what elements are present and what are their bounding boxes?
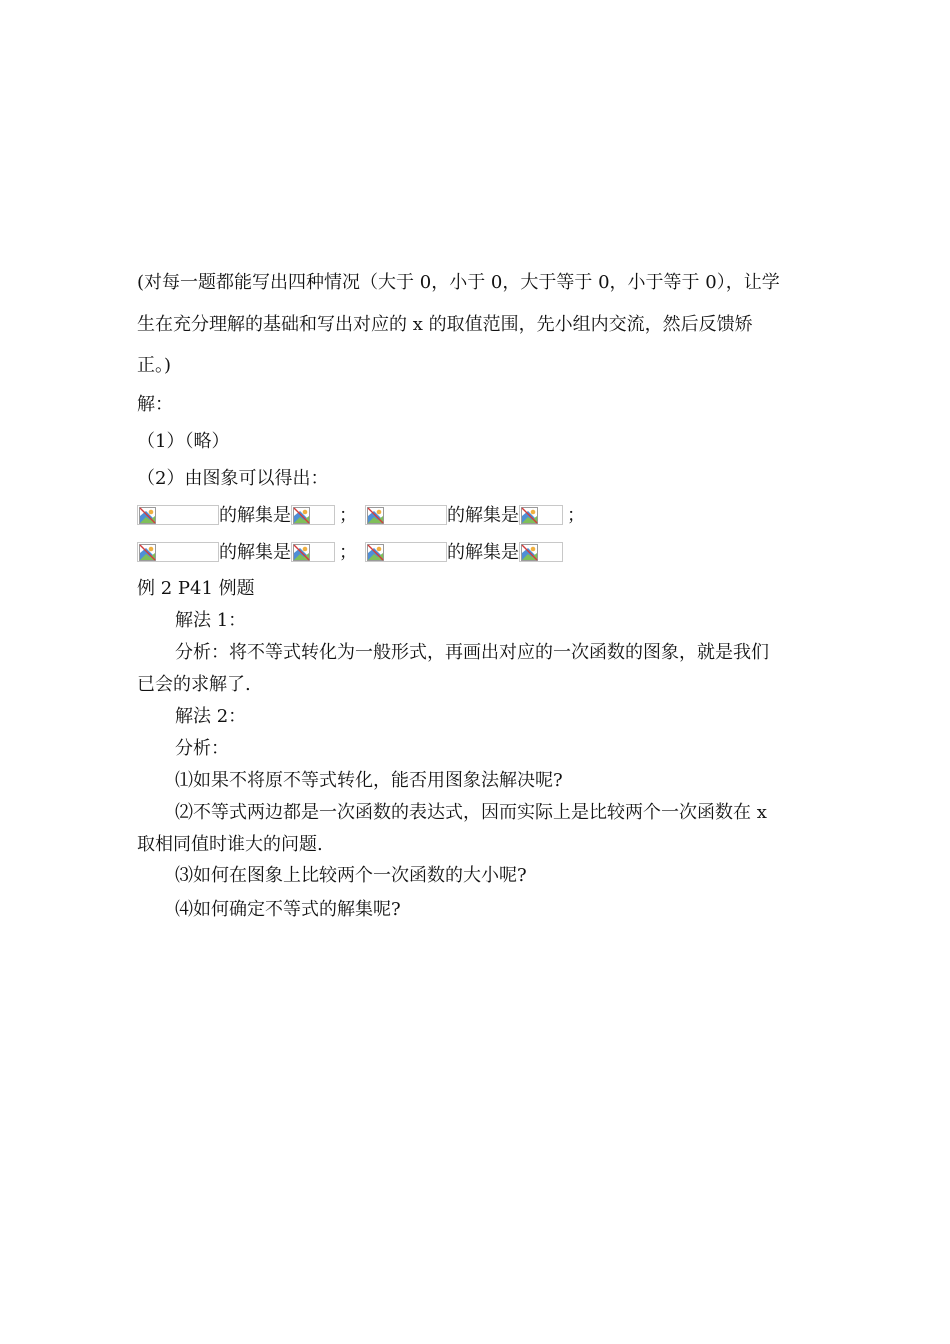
inequality-image — [137, 505, 219, 525]
broken-image-icon — [293, 544, 311, 562]
analysis-1-line-1: 分析：将不等式转化为一般形式，再画出对应的一次函数的图象，就是我们 — [175, 642, 769, 663]
solution-set-image — [519, 505, 563, 525]
broken-image-icon — [293, 507, 311, 525]
inequality-image — [365, 505, 447, 525]
solution-set-label: 的解集是 — [447, 505, 519, 526]
solution-heading: 解： — [137, 394, 173, 415]
broken-image-icon — [521, 507, 539, 525]
broken-image-icon — [367, 544, 385, 562]
broken-image-icon — [521, 544, 539, 562]
solution-set-row-2 — [137, 541, 563, 565]
broken-image-icon — [139, 507, 157, 525]
analysis-1-line-2: 已会的求解了. — [137, 674, 251, 695]
solution-set-image — [291, 505, 335, 525]
question-1: ⑴如果不将原不等式转化，能否用图象法解决呢? — [175, 770, 563, 791]
analysis-2-heading: 分析： — [175, 738, 229, 759]
solution-set-label: 的解集是 — [219, 505, 291, 526]
separator: ； — [567, 505, 585, 526]
question-2-line-2: 取相同值时谁大的问题. — [137, 834, 323, 855]
solution-item-2: （2）由图象可以得出： — [137, 468, 329, 489]
broken-image-icon — [139, 544, 157, 562]
example-2-title: 例 2 P41 例题 — [137, 578, 255, 599]
separator: ； — [339, 505, 357, 526]
question-3: ⑶如何在图象上比较两个一次函数的大小呢? — [175, 865, 527, 886]
method-2-heading: 解法 2： — [175, 706, 247, 727]
method-1-heading: 解法 1： — [175, 610, 247, 631]
solution-item-1: （1）（略） — [137, 431, 230, 452]
question-2-line-1: ⑵不等式两边都是一次函数的表达式，因而实际上是比较两个一次函数在 x — [175, 802, 767, 823]
solution-set-label: 的解集是 — [219, 542, 291, 563]
inequality-image — [365, 542, 447, 562]
paragraph-line-3: 正。) — [137, 355, 172, 376]
solution-set-image — [519, 542, 563, 562]
solution-set-label: 的解集是 — [447, 542, 519, 563]
broken-image-icon — [367, 507, 385, 525]
paragraph-line-2: 生在充分理解的基础和写出对应的 x 的取值范围，先小组内交流，然后反馈矫 — [137, 314, 753, 335]
separator: ； — [339, 542, 357, 563]
question-4: ⑷如何确定不等式的解集呢? — [175, 899, 401, 920]
solution-set-row-1 — [137, 504, 593, 528]
inequality-image — [137, 542, 219, 562]
solution-set-image — [291, 542, 335, 562]
paragraph-line-1: (对每一题都能写出四种情况（大于 0，小于 0，大于等于 0，小于等于 0），让学 — [137, 272, 780, 293]
